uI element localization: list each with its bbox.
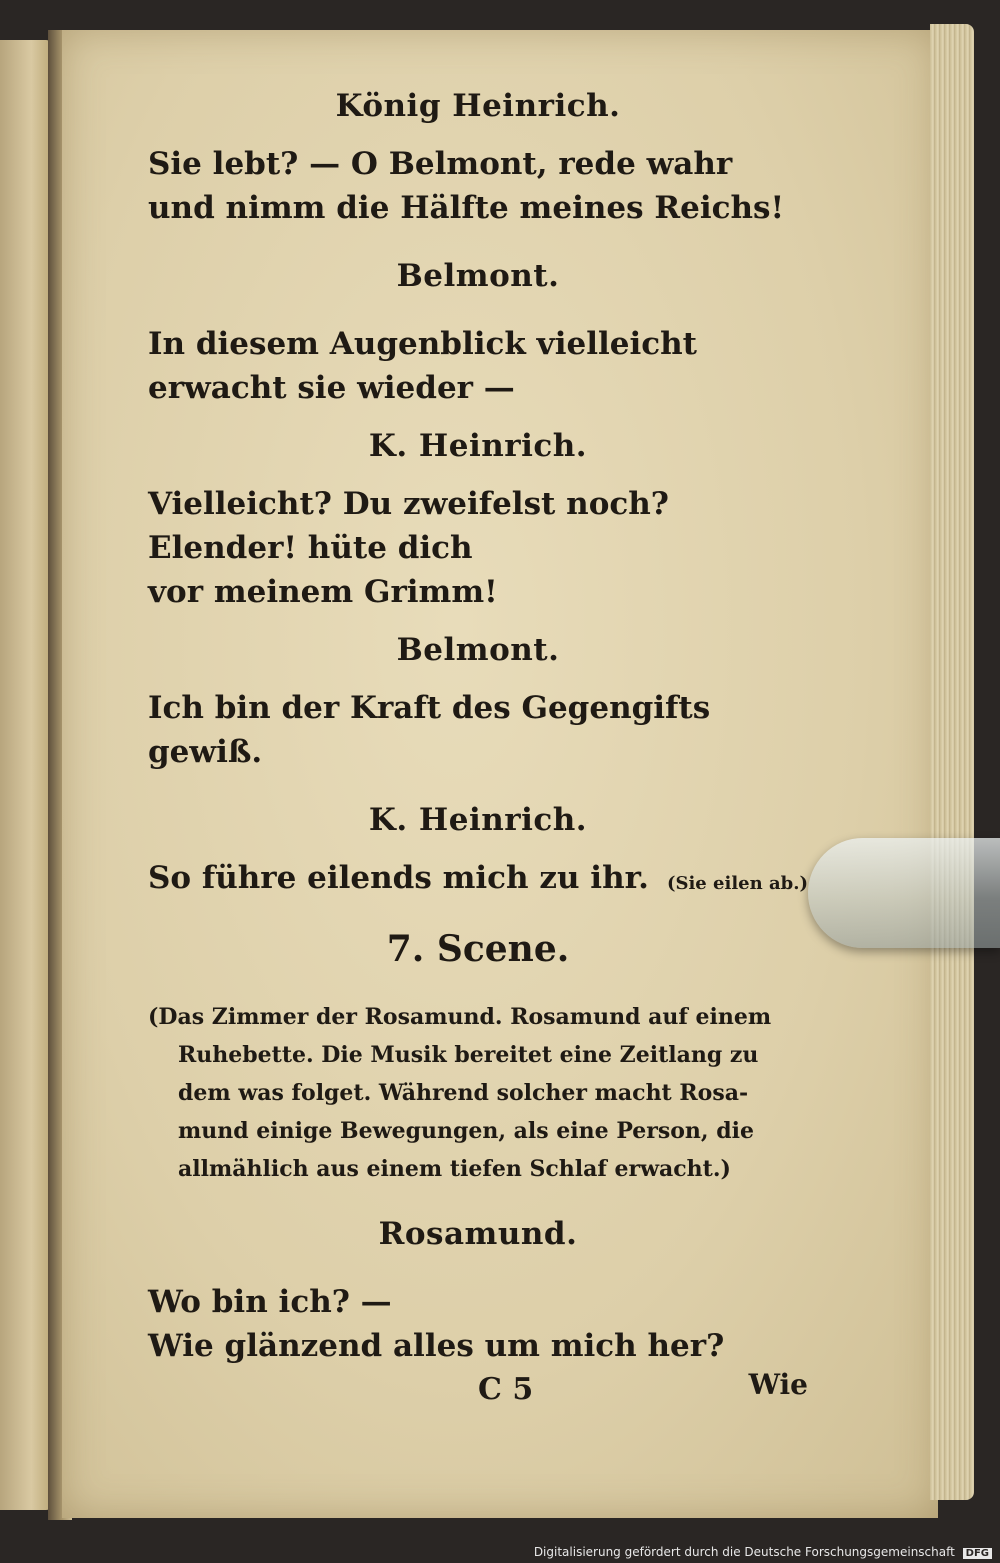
- dialogue-line: vor meinem Grimm!: [148, 574, 498, 610]
- dialogue-line: Vielleicht? Du zweifelst noch? Elender! hüte dich: [148, 486, 669, 566]
- signature-mark: C 5: [478, 1372, 534, 1407]
- dialogue-line: und nimm die Hälfte meines Reichs!: [148, 190, 785, 226]
- scene-heading: 7. Scene.: [386, 928, 570, 970]
- speaker-label: Rosamund.: [378, 1216, 578, 1252]
- speaker-label: König Heinrich.: [335, 88, 621, 124]
- dfg-logo: DFG: [963, 1548, 992, 1559]
- speaker-label: Belmont.: [396, 258, 560, 294]
- stage-line: allmählich aus einem tiefen Schlaf erwacht.): [178, 1156, 731, 1182]
- stage-direction-inline: (Sie eilen ab.): [666, 873, 808, 894]
- speaker-label: K. Heinrich.: [368, 802, 588, 838]
- dialogue-line: Wo bin ich? —: [148, 1284, 392, 1320]
- catchword: Wie: [748, 1368, 808, 1401]
- dialogue-line: Ich bin der Kraft des Gegengifts gewiß.: [148, 690, 711, 770]
- plastic-page-clip: [808, 838, 1000, 948]
- page-footer: [148, 1368, 808, 1412]
- speaker-label: Belmont.: [396, 632, 560, 668]
- stage-direction: [148, 998, 808, 1188]
- dialogue-line: In diesem Augenblick vielleicht: [148, 326, 697, 362]
- stage-line: dem was folget. Während solcher macht Rosa-: [178, 1080, 749, 1106]
- page-edges: [930, 24, 974, 1500]
- dialogue-line: Sie lebt? — O Belmont, rede wahr: [148, 146, 733, 182]
- left-page-edge: [0, 40, 52, 1510]
- dialogue-line-with-stage: [148, 856, 808, 900]
- page-text: [148, 70, 808, 1412]
- credit-text: Digitalisierung gefördert durch die Deutsche Forschungsgemeinschaft: [533, 1545, 955, 1559]
- dialogue-line: Wie glänzend alles um mich her?: [148, 1328, 725, 1364]
- digitization-credit: [534, 1545, 992, 1559]
- stage-line: (Das Zimmer der Rosamund. Rosamund auf einem: [148, 1004, 772, 1030]
- stage-line: Ruhebette. Die Musik bereitet eine Zeitlang zu: [178, 1042, 759, 1068]
- dialogue-text: So führe eilends mich zu ihr.: [148, 860, 649, 896]
- speaker-label: K. Heinrich.: [368, 428, 588, 464]
- stage-line: mund einige Bewegungen, als eine Person, die: [178, 1118, 754, 1144]
- dialogue-line: erwacht sie wieder —: [148, 370, 515, 406]
